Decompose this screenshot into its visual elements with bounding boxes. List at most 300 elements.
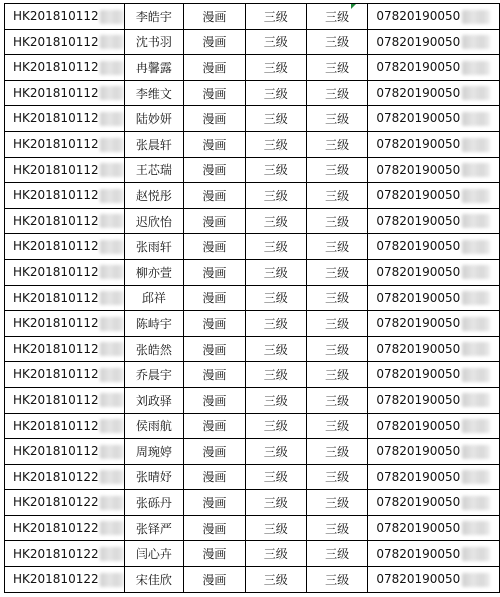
subject-cell[interactable] [184, 413, 245, 439]
redaction-blur [100, 547, 124, 561]
applied-level-cell-text: 三级 [263, 342, 288, 357]
student-name-cell-text: 张晨轩 [135, 137, 172, 152]
subject-cell-text: 漫画 [202, 240, 227, 255]
applied-level-cell[interactable] [245, 55, 306, 81]
registration-id-cell[interactable] [5, 131, 125, 157]
table-row [5, 336, 500, 362]
passed-level-cell[interactable] [306, 336, 367, 362]
registration-id-cell-text: HK201810112 [13, 9, 99, 24]
subject-cell-text: 漫画 [202, 521, 227, 536]
subject-cell-text: 漫画 [202, 419, 227, 434]
subject-cell[interactable] [184, 106, 245, 132]
redaction-blur [462, 419, 490, 433]
certificate-number-cell-text: 07820190050 [376, 290, 461, 305]
table-row [5, 541, 500, 567]
certificate-number-cell-text: 07820190050 [376, 572, 461, 587]
certificate-number-cell[interactable] [368, 183, 500, 209]
subject-cell[interactable] [184, 80, 245, 106]
registration-id-cell-text: HK201810112 [13, 85, 99, 100]
passed-level-cell-text: 三级 [325, 342, 350, 357]
applied-level-cell-text: 三级 [263, 521, 288, 536]
certificate-number-cell[interactable] [368, 285, 500, 311]
applied-level-cell[interactable] [245, 4, 306, 30]
certificate-number-cell[interactable] [368, 464, 500, 490]
passed-level-cell-text: 三级 [325, 265, 350, 280]
subject-cell[interactable] [184, 4, 245, 30]
certificate-number-cell-text: 07820190050 [376, 444, 461, 459]
passed-level-cell[interactable] [306, 157, 367, 183]
redaction-blur [100, 368, 124, 382]
applied-level-cell-text: 三级 [263, 214, 288, 229]
registration-id-cell[interactable] [5, 541, 125, 567]
passed-level-cell-text: 三级 [325, 240, 350, 255]
subject-cell[interactable] [184, 567, 245, 593]
certificate-number-cell[interactable] [368, 55, 500, 81]
subject-cell-text: 漫画 [202, 572, 227, 587]
applied-level-cell[interactable] [245, 464, 306, 490]
subject-cell-text: 漫画 [202, 547, 227, 562]
student-name-cell[interactable] [124, 55, 184, 81]
passed-level-cell[interactable] [306, 55, 367, 81]
redaction-blur [462, 10, 490, 24]
certificate-number-cell[interactable] [368, 208, 500, 234]
passed-level-cell-text: 三级 [325, 9, 350, 24]
subject-cell-text: 漫画 [202, 470, 227, 485]
redaction-blur [462, 214, 490, 228]
registration-id-cell[interactable] [5, 157, 125, 183]
certificate-number-cell-text: 07820190050 [376, 469, 461, 484]
certificate-number-cell[interactable] [368, 311, 500, 337]
passed-level-cell-text: 三级 [325, 86, 350, 101]
applied-level-cell-text: 三级 [263, 444, 288, 459]
student-name-cell[interactable] [124, 4, 184, 30]
passed-level-cell[interactable] [306, 362, 367, 388]
passed-level-cell[interactable] [306, 413, 367, 439]
certificate-number-cell[interactable] [368, 515, 500, 541]
subject-cell[interactable] [184, 259, 245, 285]
registration-id-cell[interactable] [5, 183, 125, 209]
subject-cell-text: 漫画 [202, 60, 227, 75]
applied-level-cell-text: 三级 [263, 393, 288, 408]
table-row [5, 55, 500, 81]
registration-id-cell-text: HK201810112 [13, 392, 99, 407]
student-name-cell[interactable] [124, 183, 184, 209]
registration-id-cell[interactable] [5, 234, 125, 260]
redaction-blur [100, 342, 124, 356]
certificate-number-cell[interactable] [368, 106, 500, 132]
registration-id-cell-text: HK201810112 [13, 162, 99, 177]
registration-id-cell[interactable] [5, 515, 125, 541]
student-name-cell[interactable] [124, 515, 184, 541]
registration-id-cell-text: HK201810112 [13, 341, 99, 356]
certificate-number-cell[interactable] [368, 234, 500, 260]
redaction-blur [100, 573, 124, 587]
subject-cell-text: 漫画 [202, 163, 227, 178]
applied-level-cell[interactable] [245, 413, 306, 439]
passed-level-cell[interactable] [306, 183, 367, 209]
registration-id-cell[interactable] [5, 567, 125, 593]
certificate-number-cell[interactable] [368, 490, 500, 516]
passed-level-cell[interactable] [306, 285, 367, 311]
passed-level-cell-text: 三级 [325, 547, 350, 562]
student-name-cell-text: 沈书羽 [135, 35, 172, 50]
redaction-blur [462, 35, 490, 49]
certificate-number-cell[interactable] [368, 131, 500, 157]
subject-cell[interactable] [184, 541, 245, 567]
registration-id-cell[interactable] [5, 259, 125, 285]
passed-level-cell[interactable] [306, 208, 367, 234]
applied-level-cell[interactable] [245, 387, 306, 413]
redaction-blur [462, 573, 490, 587]
redaction-blur [100, 393, 124, 407]
applied-level-cell-text: 三级 [263, 35, 288, 50]
redaction-blur [100, 291, 124, 305]
redaction-blur [462, 317, 490, 331]
passed-level-cell[interactable] [306, 4, 367, 30]
applied-level-cell[interactable] [245, 80, 306, 106]
redaction-blur [100, 163, 124, 177]
subject-cell[interactable] [184, 515, 245, 541]
applied-level-cell[interactable] [245, 285, 306, 311]
student-name-cell-text: 王芯瑞 [135, 163, 172, 178]
student-name-cell-text: 邱祥 [141, 291, 166, 306]
table-row [5, 515, 500, 541]
certificate-number-cell-text: 07820190050 [376, 188, 461, 203]
applied-level-cell[interactable] [245, 490, 306, 516]
passed-level-cell[interactable] [306, 106, 367, 132]
certificate-number-cell-text: 07820190050 [376, 60, 461, 75]
applied-level-cell[interactable] [245, 362, 306, 388]
table-row [5, 29, 500, 55]
student-name-cell[interactable] [124, 285, 184, 311]
subject-cell[interactable] [184, 387, 245, 413]
student-name-cell-text: 张雨轩 [135, 240, 172, 255]
table-row [5, 413, 500, 439]
certificate-number-cell-text: 07820190050 [376, 341, 461, 356]
registration-id-cell-text: HK201810112 [13, 34, 99, 49]
student-name-cell[interactable] [124, 413, 184, 439]
applied-level-cell[interactable] [245, 208, 306, 234]
passed-level-cell-text: 三级 [325, 444, 350, 459]
applied-level-cell-text: 三级 [263, 291, 288, 306]
passed-level-cell[interactable] [306, 311, 367, 337]
applied-level-cell-text: 三级 [263, 188, 288, 203]
passed-level-cell-text: 三级 [325, 60, 350, 75]
subject-cell[interactable] [184, 490, 245, 516]
redaction-blur [100, 138, 124, 152]
passed-level-cell-text: 三级 [325, 368, 350, 383]
applied-level-cell[interactable] [245, 157, 306, 183]
table-row [5, 439, 500, 465]
certificate-number-cell-text: 07820190050 [376, 213, 461, 228]
student-name-cell[interactable] [124, 80, 184, 106]
registration-id-cell-text: HK201810122 [13, 572, 99, 587]
table-row [5, 208, 500, 234]
student-name-cell-text: 陈峙宇 [135, 316, 172, 331]
redaction-blur [462, 86, 490, 100]
redaction-blur [100, 214, 124, 228]
subject-cell[interactable] [184, 285, 245, 311]
passed-level-cell-text: 三级 [325, 112, 350, 127]
passed-level-cell[interactable] [306, 387, 367, 413]
registration-id-cell-text: HK201810112 [13, 239, 99, 254]
redaction-blur [462, 470, 490, 484]
redaction-blur [100, 10, 124, 24]
certificate-number-cell-text: 07820190050 [376, 367, 461, 382]
passed-level-cell[interactable] [306, 234, 367, 260]
student-name-cell[interactable] [124, 131, 184, 157]
applied-level-cell-text: 三级 [263, 572, 288, 587]
registration-id-cell[interactable] [5, 490, 125, 516]
student-name-cell-text: 宋佳欣 [135, 572, 172, 587]
subject-cell[interactable] [184, 362, 245, 388]
applied-level-cell-text: 三级 [263, 265, 288, 280]
applied-level-cell[interactable] [245, 183, 306, 209]
redaction-blur [100, 86, 124, 100]
table-row [5, 183, 500, 209]
subject-cell-text: 漫画 [202, 342, 227, 357]
certificate-number-cell-text: 07820190050 [376, 520, 461, 535]
certificate-number-cell[interactable] [368, 362, 500, 388]
passed-level-cell[interactable] [306, 131, 367, 157]
applied-level-cell[interactable] [245, 567, 306, 593]
student-name-cell-text: 周琬婷 [135, 444, 172, 459]
subject-cell-text: 漫画 [202, 86, 227, 101]
student-name-cell[interactable] [124, 541, 184, 567]
student-name-cell[interactable] [124, 29, 184, 55]
certificate-number-cell-text: 07820190050 [376, 546, 461, 561]
table-row [5, 80, 500, 106]
certificate-number-cell[interactable] [368, 439, 500, 465]
applied-level-cell[interactable] [245, 259, 306, 285]
student-name-cell[interactable] [124, 567, 184, 593]
student-name-cell-text: 乔晨宇 [135, 368, 172, 383]
certificate-number-cell-text: 07820190050 [376, 9, 461, 24]
subject-cell-text: 漫画 [202, 496, 227, 511]
subject-cell[interactable] [184, 55, 245, 81]
applied-level-cell[interactable] [245, 515, 306, 541]
subject-cell[interactable] [184, 336, 245, 362]
passed-level-cell-text: 三级 [325, 496, 350, 511]
table-row [5, 490, 500, 516]
student-name-cell-text: 侯雨航 [135, 419, 172, 434]
applied-level-cell[interactable] [245, 234, 306, 260]
certificate-number-cell[interactable] [368, 157, 500, 183]
certificate-number-cell[interactable] [368, 336, 500, 362]
student-name-cell[interactable] [124, 362, 184, 388]
subject-cell[interactable] [184, 131, 245, 157]
certificate-number-cell-text: 07820190050 [376, 111, 461, 126]
registration-id-cell-text: HK201810112 [13, 111, 99, 126]
subject-cell[interactable] [184, 311, 245, 337]
passed-level-cell-text: 三级 [325, 572, 350, 587]
registration-id-cell[interactable] [5, 55, 125, 81]
applied-level-cell-text: 三级 [263, 60, 288, 75]
redaction-blur [100, 61, 124, 75]
passed-level-cell[interactable] [306, 464, 367, 490]
student-name-cell-text: 李皓宇 [135, 9, 172, 24]
subject-cell-text: 漫画 [202, 393, 227, 408]
subject-cell-text: 漫画 [202, 444, 227, 459]
subject-cell[interactable] [184, 464, 245, 490]
registration-id-cell-text: HK201810112 [13, 444, 99, 459]
subject-cell-text: 漫画 [202, 265, 227, 280]
subject-cell[interactable] [184, 157, 245, 183]
redaction-blur [462, 496, 490, 510]
certificate-number-cell[interactable] [368, 567, 500, 593]
registration-id-cell-text: HK201810112 [13, 290, 99, 305]
applied-level-cell[interactable] [245, 541, 306, 567]
student-name-cell-text: 张砾丹 [135, 496, 172, 511]
student-name-cell[interactable] [124, 234, 184, 260]
applied-level-cell-text: 三级 [263, 419, 288, 434]
table-row [5, 387, 500, 413]
redaction-blur [462, 393, 490, 407]
student-name-cell[interactable] [124, 464, 184, 490]
student-name-cell-text: 张皓然 [135, 342, 172, 357]
student-name-cell[interactable] [124, 157, 184, 183]
applied-level-cell[interactable] [245, 336, 306, 362]
registration-id-cell[interactable] [5, 439, 125, 465]
student-name-cell-text: 陆妙妍 [135, 112, 172, 127]
student-name-cell-text: 李维文 [135, 86, 172, 101]
student-name-cell[interactable] [124, 439, 184, 465]
passed-level-cell-text: 三级 [325, 291, 350, 306]
applied-level-cell-text: 三级 [263, 86, 288, 101]
student-name-cell[interactable] [124, 259, 184, 285]
registration-id-cell[interactable] [5, 80, 125, 106]
table-row [5, 4, 500, 30]
applied-level-cell-text: 三级 [263, 470, 288, 485]
subject-cell[interactable] [184, 29, 245, 55]
registration-id-cell-text: HK201810112 [13, 60, 99, 75]
registration-id-cell[interactable] [5, 285, 125, 311]
subject-cell[interactable] [184, 208, 245, 234]
student-name-cell[interactable] [124, 208, 184, 234]
student-name-cell[interactable] [124, 106, 184, 132]
registration-id-cell-text: HK201810112 [13, 264, 99, 279]
applied-level-cell-text: 三级 [263, 112, 288, 127]
subject-cell[interactable] [184, 234, 245, 260]
certificate-number-cell[interactable] [368, 413, 500, 439]
certificate-number-cell-text: 07820190050 [376, 239, 461, 254]
passed-level-cell[interactable] [306, 490, 367, 516]
subject-cell-text: 漫画 [202, 291, 227, 306]
certificate-number-cell[interactable] [368, 80, 500, 106]
registration-id-cell[interactable] [5, 29, 125, 55]
student-name-cell[interactable] [124, 336, 184, 362]
registration-id-cell-text: HK201810112 [13, 316, 99, 331]
applied-level-cell-text: 三级 [263, 240, 288, 255]
student-name-cell-text: 柳亦萱 [135, 265, 172, 280]
table-row [5, 259, 500, 285]
applied-level-cell-text: 三级 [263, 316, 288, 331]
certificate-number-cell-text: 07820190050 [376, 316, 461, 331]
passed-level-cell[interactable] [306, 541, 367, 567]
applied-level-cell[interactable] [245, 311, 306, 337]
registration-id-cell-text: HK201810112 [13, 367, 99, 382]
passed-level-cell[interactable] [306, 29, 367, 55]
registration-id-cell[interactable] [5, 106, 125, 132]
applied-level-cell[interactable] [245, 106, 306, 132]
student-name-cell-text: 冉馨露 [135, 60, 172, 75]
passed-level-cell-text: 三级 [325, 521, 350, 536]
redaction-blur [462, 265, 490, 279]
subject-cell[interactable] [184, 183, 245, 209]
passed-level-cell-text: 三级 [325, 419, 350, 434]
registration-id-cell[interactable] [5, 311, 125, 337]
registration-id-cell-text: HK201810112 [13, 137, 99, 152]
registration-id-cell[interactable] [5, 387, 125, 413]
redaction-blur [462, 240, 490, 254]
student-name-cell-text: 张晴妤 [135, 470, 172, 485]
registration-id-cell[interactable] [5, 336, 125, 362]
registration-id-cell[interactable] [5, 362, 125, 388]
passed-level-cell[interactable] [306, 80, 367, 106]
student-name-cell-text: 闫心卉 [135, 547, 172, 562]
table-row [5, 131, 500, 157]
registration-id-cell[interactable] [5, 4, 125, 30]
certificate-number-cell-text: 07820190050 [376, 137, 461, 152]
redaction-blur [462, 342, 490, 356]
registration-id-cell-text: HK201810122 [13, 520, 99, 535]
student-name-cell[interactable] [124, 490, 184, 516]
certificate-number-cell-text: 07820190050 [376, 495, 461, 510]
certificate-number-cell[interactable] [368, 541, 500, 567]
applied-level-cell-text: 三级 [263, 368, 288, 383]
table-row [5, 362, 500, 388]
certificate-number-cell[interactable] [368, 4, 500, 30]
applied-level-cell[interactable] [245, 29, 306, 55]
passed-level-cell[interactable] [306, 515, 367, 541]
certificate-number-cell[interactable] [368, 29, 500, 55]
applied-level-cell[interactable] [245, 131, 306, 157]
table-row [5, 106, 500, 132]
redaction-blur [100, 112, 124, 126]
passed-level-cell[interactable] [306, 259, 367, 285]
applied-level-cell-text: 三级 [263, 9, 288, 24]
passed-level-cell-text: 三级 [325, 137, 350, 152]
student-name-cell-text: 刘政驿 [135, 393, 172, 408]
passed-level-cell[interactable] [306, 439, 367, 465]
registration-id-cell[interactable] [5, 208, 125, 234]
subject-cell-text: 漫画 [202, 316, 227, 331]
subject-cell[interactable] [184, 439, 245, 465]
redaction-blur [100, 317, 124, 331]
registration-id-cell-text: HK201810122 [13, 495, 99, 510]
student-name-cell[interactable] [124, 387, 184, 413]
redaction-blur [462, 368, 490, 382]
subject-cell-text: 漫画 [202, 9, 227, 24]
registration-id-cell-text: HK201810122 [13, 469, 99, 484]
subject-cell-text: 漫画 [202, 188, 227, 203]
passed-level-cell[interactable] [306, 567, 367, 593]
redaction-blur [462, 138, 490, 152]
student-name-cell[interactable] [124, 311, 184, 337]
subject-cell-text: 漫画 [202, 214, 227, 229]
certificate-number-cell-text: 07820190050 [376, 264, 461, 279]
passed-level-cell-text: 三级 [325, 35, 350, 50]
student-name-cell-text: 张铎严 [135, 521, 172, 536]
redaction-blur [462, 61, 490, 75]
registration-id-cell[interactable] [5, 464, 125, 490]
registration-id-cell[interactable] [5, 413, 125, 439]
certificate-number-cell[interactable] [368, 387, 500, 413]
registration-id-cell-text: HK201810112 [13, 418, 99, 433]
certificate-number-cell[interactable] [368, 259, 500, 285]
applied-level-cell[interactable] [245, 439, 306, 465]
table-row [5, 157, 500, 183]
